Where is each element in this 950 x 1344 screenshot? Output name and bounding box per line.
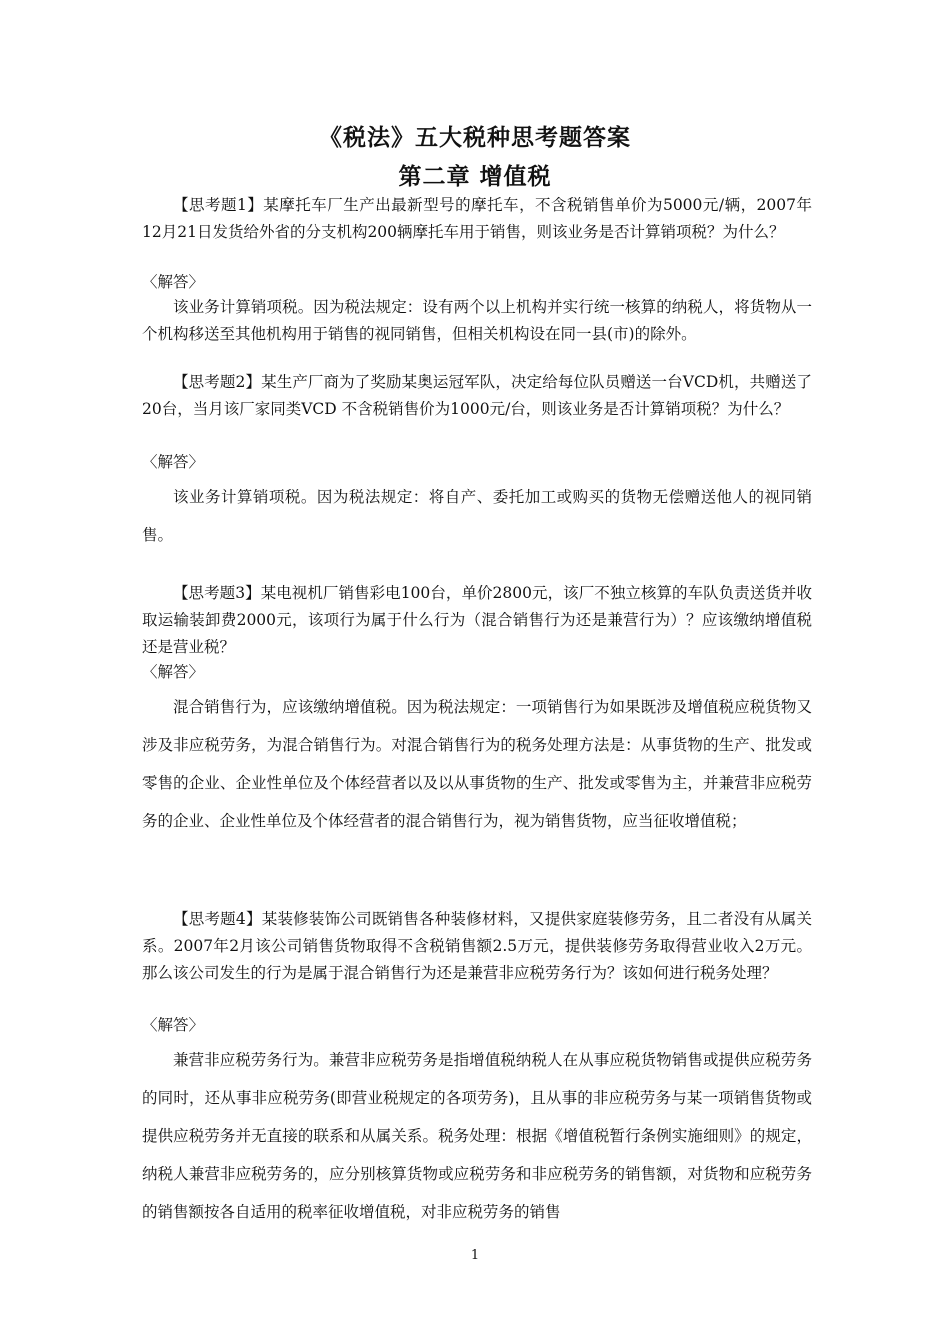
answer-3: 混合销售行为，应该缴纳增值税。因为税法规定：一项销售行为如果既涉及增值税应税货物又涉及非应税劳务，为混合销售行为。对混合销售行为的税务处理方法是：从事货物的生产、批发或零售的企业、企业性单位及个体经营者以及以从事货物的生产、批发或零售为主，并兼营非应税劳务的企业、企业性单位及个体经营者的混合销售行为，视为销售货物，应当征收增值税； xyxy=(142,698,812,830)
answer-label-2: 〈解答〉 xyxy=(142,453,205,471)
answer-1: 该业务计算销项税。因为税法规定：设有两个以上机构并实行统一核算的纳税人，将货物从一个机构移送至其他机构用于销售的视同销售，但相关机构设在同一县(市)的除外。 xyxy=(142,298,812,343)
answer-4: 兼营非应税劳务行为。兼营非应税劳务是指增值税纳税人在从事应税货物销售或提供应税劳务的同时，还从事非应税劳务(即营业税规定的各项劳务)，且从事的非应税劳务与某一项销售货物或提供应税劳务并无直接的联系和从属关系。税务处理：根据《增值税暂行条例实施细则》的规定，纳税人兼营非应税劳务的，应分别核算货物或应税劳务和非应税劳务的销售额，对货物和应税劳务的销售额按各自适用的税率征收增值税，对非应税劳务的销售 xyxy=(142,1051,812,1221)
answer-label-4: 〈解答〉 xyxy=(142,1016,205,1034)
page-number: 1 xyxy=(470,1248,480,1263)
document-title: 《税法》五大税种思考题答案 xyxy=(319,124,631,151)
question-3: 【思考题3】某电视机厂销售彩电100台，单价2800元，该厂不独立核算的车队负责送货并收取运输装卸费2000元，该项行为属于什么行为（混合销售行为还是兼营行为）？应该缴纳增值税还是营业税？ xyxy=(142,584,812,656)
chapter-heading: 第二章 增值税 xyxy=(398,163,552,190)
answer-2: 该业务计算销项税。因为税法规定：将自产、委托加工或购买的货物无偿赠送他人的视同销售。 xyxy=(142,488,812,544)
question-2: 【思考题2】某生产厂商为了奖励某奥运冠军队，决定给每位队员赠送一台VCD机，共赠送了20台，当月该厂家同类VCD 不含税销售价为1000元/台，则该业务是否计算销项税？为什么？ xyxy=(142,373,812,418)
answer-label-1: 〈解答〉 xyxy=(142,273,205,291)
question-4: 【思考题4】某装修装饰公司既销售各种装修材料，又提供家庭装修劳务，且二者没有从属关系。2007年2月该公司销售货物取得不含税销售额2.5万元，提供装修劳务取得营业收入2万元。那么该公司发生的行为是属于混合销售行为还是兼营非应税劳务行为？该如何进行税务处理？ xyxy=(142,910,812,982)
question-1: 【思考题1】某摩托车厂生产出最新型号的摩托车，不含税销售单价为5000元/辆，2007年12月21日发货给外省的分支机构200辆摩托车用于销售，则该业务是否计算销项税？为什么？ xyxy=(142,196,812,241)
answer-label-3: 〈解答〉 xyxy=(142,663,205,681)
